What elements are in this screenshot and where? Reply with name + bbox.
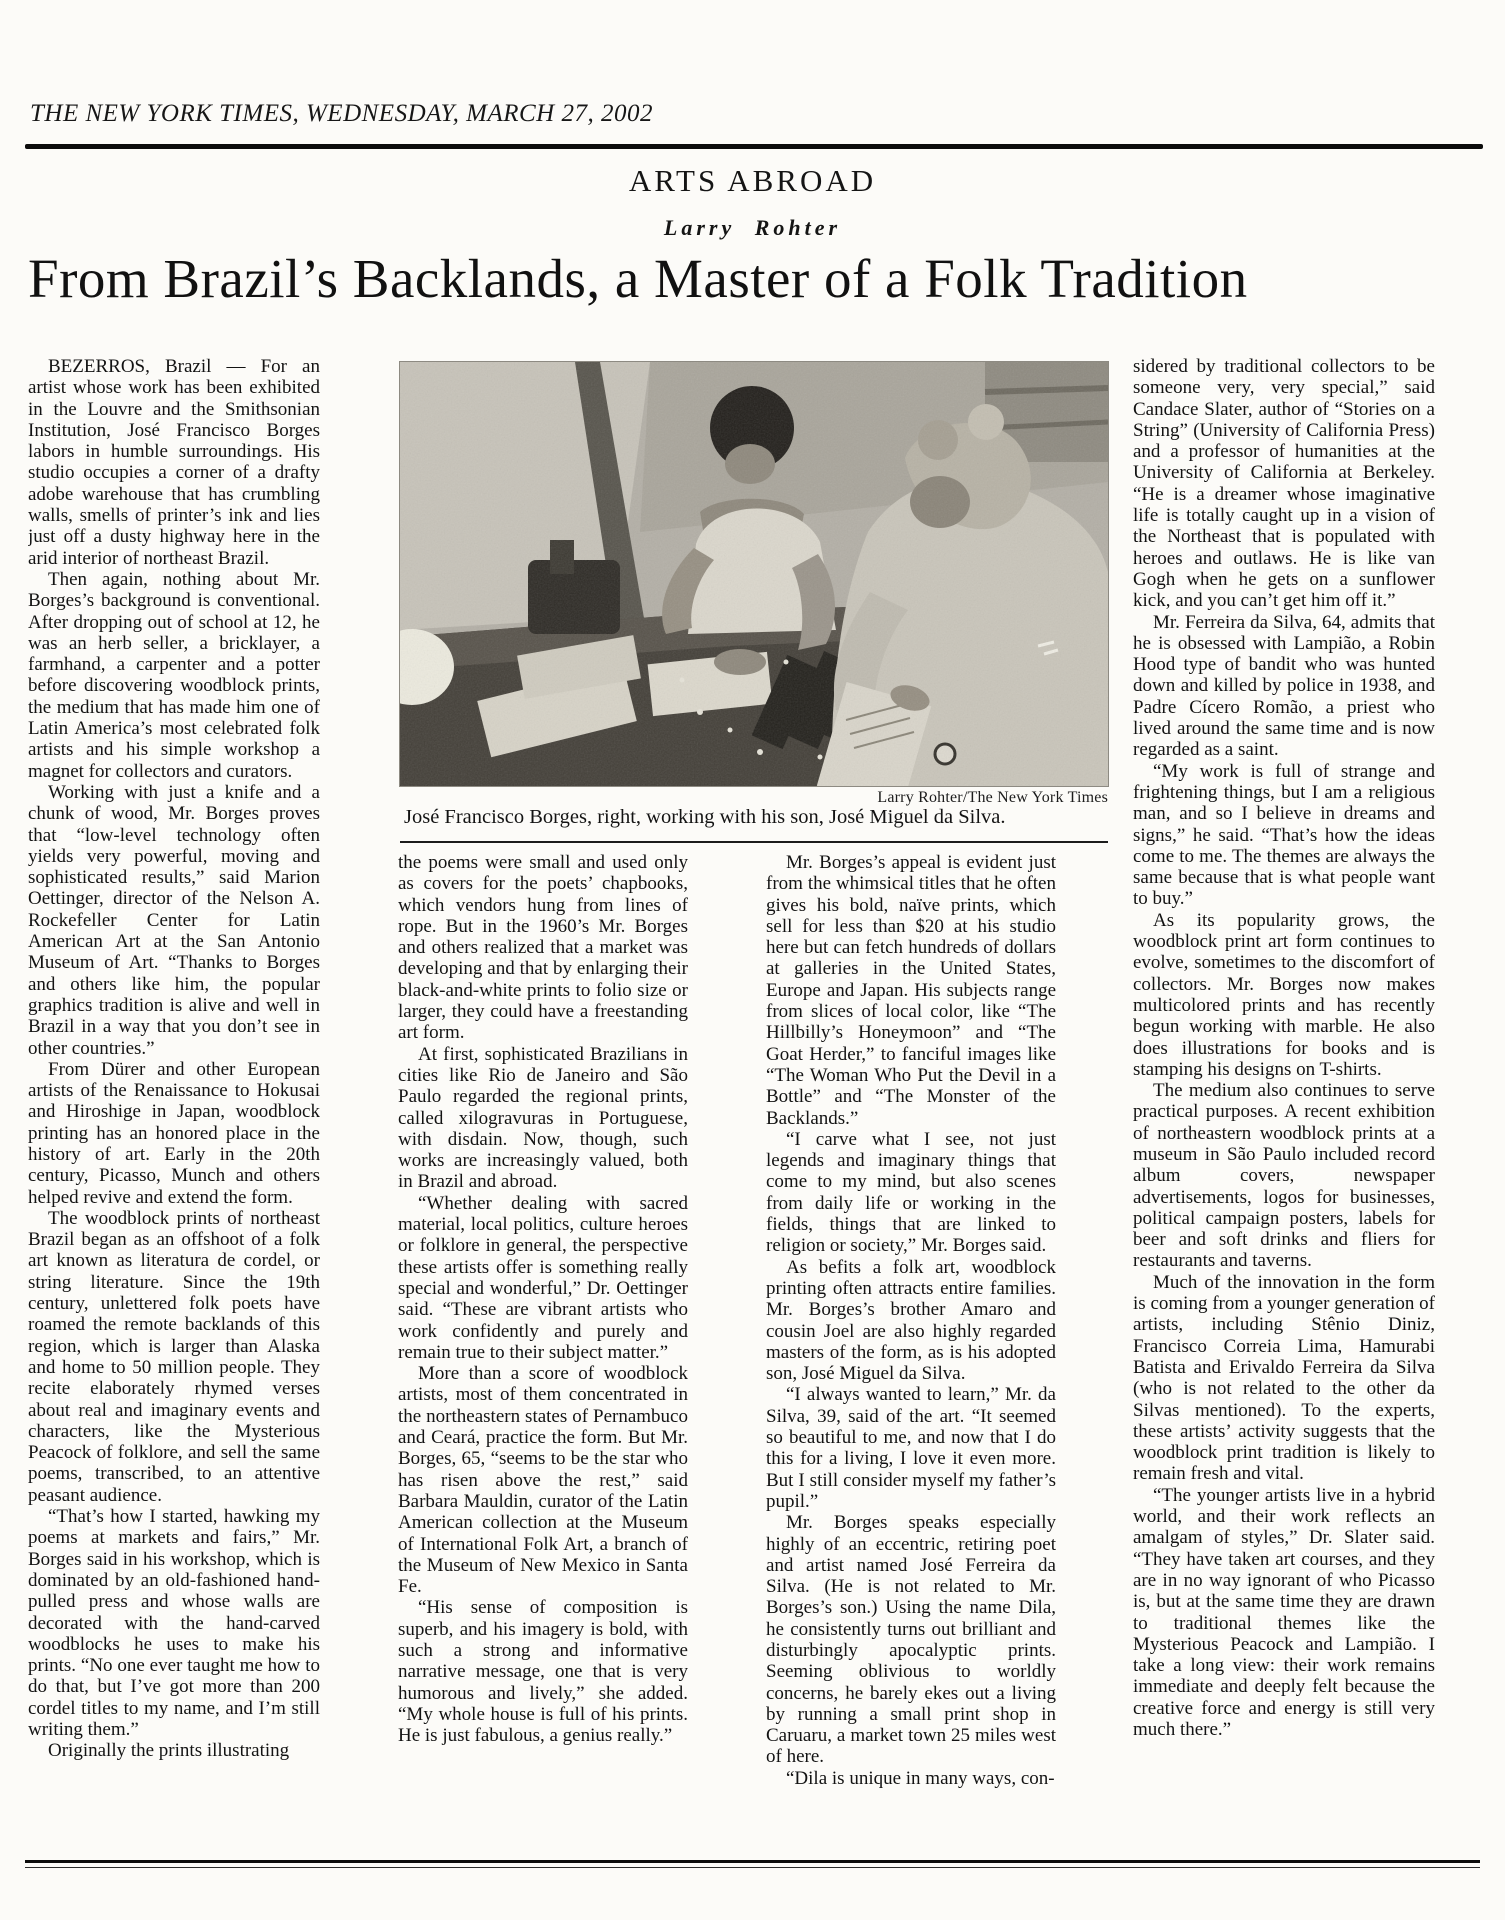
photo-credit: Larry Rohter/The New York Times <box>877 789 1108 806</box>
byline: Larry Rohter <box>663 215 842 240</box>
article-paragraph: sidered by traditional collectors to be someone very, very special,” said Candace Slater, author of “Stories on a String” (University of California Press) and a professor of humanities at the University of California at Berkeley. “He is a dreamer whose imaginative life is totally caught up in a vision of the Northeast that is populated with heroes and outlaws. He is like van Gogh when he gets on a sunflower kick, and you can’t get him off it.” <box>1133 356 1435 612</box>
article-paragraph: As befits a folk art, woodblock printing often attracts entire families. Mr. Borges’s brother Amaro and cousin Joel are also highly regarded masters of the form, as is his adopted son, José Miguel da Silva. <box>766 1256 1056 1385</box>
article-paragraph: As its popularity grows, the woodblock print art form continues to evolve, sometimes to the discomfort of collectors. Mr. Borges now makes multicolored prints and has recently begun working with marble. He also does illustrations for books and is stamping his designs on T-shirts. <box>1133 909 1435 1080</box>
article-column-4 <box>1133 356 1435 1854</box>
article-paragraph: Mr. Borges’s appeal is evident just from the whimsical titles that he often gives his bold, naïve prints, which sell for less than $20 at his studio here but can fetch hundreds of dollars at galleries in the United States, Europe and Japan. His subjects range from slices of local color, like “The Hillbilly’s Honeymoon” and “The Goat Herder,” to fanciful images like “The Woman Who Put the Devil in a Bottle” and “The Monster of the Backlands.” <box>766 852 1056 1129</box>
photo-caption: José Francisco Borges, right, working with his son, José Miguel da Silva. <box>404 806 1006 828</box>
article-column-3 <box>766 852 1056 1854</box>
article-paragraph: Much of the innovation in the form is coming from a younger generation of artists, including Stênio Diniz, Francisco Correia Lima, Hamurabi Batista and Erivaldo Ferreira da Silva (who is not related to the other da Silvas mentioned). To the experts, these artists’ activity suggests that the woodblock print tradition is likely to remain fresh and vital. <box>1133 1271 1435 1485</box>
section-label: ARTS ABROAD <box>628 163 877 198</box>
masthead: THE NEW YORK TIMES, WEDNESDAY, MARCH 27, 2002 <box>30 100 653 127</box>
article-photo <box>400 362 1108 786</box>
article-paragraph: Mr. Borges speaks especially highly of an eccentric, retiring poet and artist named José Ferreira da Silva. (He is not related to Mr. Borges’s son.) Using the name Dila, he consistently turns out brilliant and disturbingly apocalyptic prints. Seeming oblivious to worldly concerns, he barely ekes out a living by running a small print shop in Caruaru, a market town 25 miles west of here. <box>766 1512 1056 1768</box>
article-paragraph: The woodblock prints of northeast Brazil began as an offshoot of a folk art known as literatura de cordel, or string literature. Since the 19th century, unlettered folk poets have roamed the remote backlands of this region, which is larger than Alaska and home to 50 million people. They recite elaborately rhymed verses about real and imaginary events and characters, like the Mysterious Peacock of folklore, and sell the same poems, transcribed, to an attentive peasant audience. <box>28 1207 320 1506</box>
article-paragraph: “My work is full of strange and frightening things, but I am a religious man, and so I believe in dreams and signs,” he said. “That’s how the ideas come to me. The themes are always the same because that is what people want to buy.” <box>1133 760 1435 910</box>
article-paragraph: At first, sophisticated Brazilians in cities like Rio de Janeiro and São Paulo regarded the regional prints, called xilogravuras in Portuguese, with disdain. Now, though, such works are increasingly valued, both in Brazil and abroad. <box>398 1043 688 1193</box>
article-paragraph: the poems were small and used only as covers for the poets’ chapbooks, which vendors hung from lines of rope. But in the 1960’s Mr. Borges and others realized that a market was developing and that by enlarging their black-and-white prints to folio size or larger, they could have a freestanding art form. <box>398 852 688 1044</box>
article-paragraph: “I always wanted to learn,” Mr. da Silva, 39, said of the art. “It seemed so beautiful to me, and now that I do this for a living, I love it even more. But I still consider myself my father’s pupil.” <box>766 1384 1056 1512</box>
article-paragraph: “I carve what I see, not just legends and imaginary things that come to my mind, but also scenes from daily life or working in the fields, things that are linked to religion or society,” Mr. Borges said. <box>766 1128 1056 1257</box>
article-column-1 <box>28 356 320 1854</box>
article-paragraph: Then again, nothing about Mr. Borges’s background is conventional. After dropping out of school at 12, he was an herb seller, a bricklayer, a farmhand, a carpenter and a potter before discovering woodblock prints, the medium that has made him one of Latin America’s most celebrated folk artists and his simple workshop a magnet for collectors and curators. <box>28 568 320 782</box>
article-paragraph: Originally the prints illustrating <box>48 1740 290 1762</box>
article-paragraph: “That’s how I started, hawking my poems at markets and fairs,” Mr. Borges said in his workshop, which is dominated by an old-fashioned hand-pulled press and whose walls are decorated with the hand-carved woodblocks he uses to make his prints. “No one ever taught me how to do that, but I’ve got more than 200 cordel titles to my name, and I’m still writing them.” <box>28 1506 320 1740</box>
bottom-rule <box>25 1860 1480 1868</box>
headline: From Brazil’s Backlands, a Master of a Folk Tradition <box>28 248 1248 309</box>
article-paragraph: Working with just a knife and a chunk of wood, Mr. Borges proves that “low-level technology often yields very powerful, moving and sophisticated results,” said Marion Oettinger, director of the Nelson A. Rockefeller Center for Latin American Art at the San Antonio Museum of Art. “Thanks to Borges and others like him, the popular graphics tradition is alive and well in Brazil in a way that you don’t see in other countries.” <box>28 781 320 1059</box>
article-paragraph: “The younger artists live in a hybrid world, and their work reflects an amalgam of styles,” Dr. Slater said. “They have taken art courses, and they are in no way ignorant of who Picasso is, but at the same time they are drawn to traditional themes like the Mysterious Peacock and Lampião. I take a long view: their work remains immediate and deeply felt because the creative force and energy is still very much there.” <box>1133 1484 1435 1740</box>
article-paragraph: “His sense of composition is superb, and his imagery is bold, with such a strong and informative narrative message, one that is very humorous and lively,” she added. “My whole house is full of his prints. He is just fabulous, a genius really.” <box>398 1597 688 1747</box>
photo-illustration <box>400 362 1108 786</box>
article-paragraph: More than a score of woodblock artists, most of them concentrated in the northeastern states of Pernambuco and Ceará, practice the form. But Mr. Borges, 65, “seems to be the star who has risen above the rest,” said Barbara Mauldin, curator of the Latin American collection at the Museum of International Folk Art, a branch of the Museum of New Mexico in Santa Fe. <box>398 1363 688 1598</box>
article-paragraph: From Dürer and other European artists of the Renaissance to Hokusai and Hiroshige in Japan, woodblock printing has an honored place in the history of art. Early in the 20th century, Picasso, Munch and others helped revive and extend the form. <box>28 1058 320 1208</box>
article-paragraph: BEZERROS, Brazil — For an artist whose work has been exhibited in the Louvre and the Smithsonian Institution, José Francisco Borges labors in humble surroundings. His studio occupies a corner of a drafty adobe warehouse that has crumbling walls, smells of printer’s ink and lies just off a dusty highway here in the arid interior of northeast Brazil. <box>28 356 320 569</box>
caption-rule <box>400 841 1108 843</box>
top-rule <box>25 144 1483 149</box>
article-paragraph: The medium also continues to serve practical purposes. A recent exhibition of northeastern woodblock prints at a museum in São Paulo included record album covers, newspaper advertisements, logos for businesses, political campaign posters, labels for beer and soft drinks and fliers for restaurants and taverns. <box>1133 1080 1435 1272</box>
article-paragraph: “Dila is unique in many ways, con- <box>786 1767 1055 1789</box>
article-paragraph: Mr. Ferreira da Silva, 64, admits that he is obsessed with Lampião, a Robin Hood type of bandit who was hunted down and killed by police in 1938, and Padre Cícero Romão, a priest who lived around the same time and is now regarded as a saint. <box>1133 611 1435 761</box>
article-column-2 <box>398 852 688 1854</box>
article-paragraph: “Whether dealing with sacred material, local politics, culture heroes or folklore in general, the perspective these artists offer is something really special and wonderful,” Dr. Oettinger said. “These are vibrant artists who work confidently and purely and remain true to their subject matter.” <box>398 1192 688 1363</box>
